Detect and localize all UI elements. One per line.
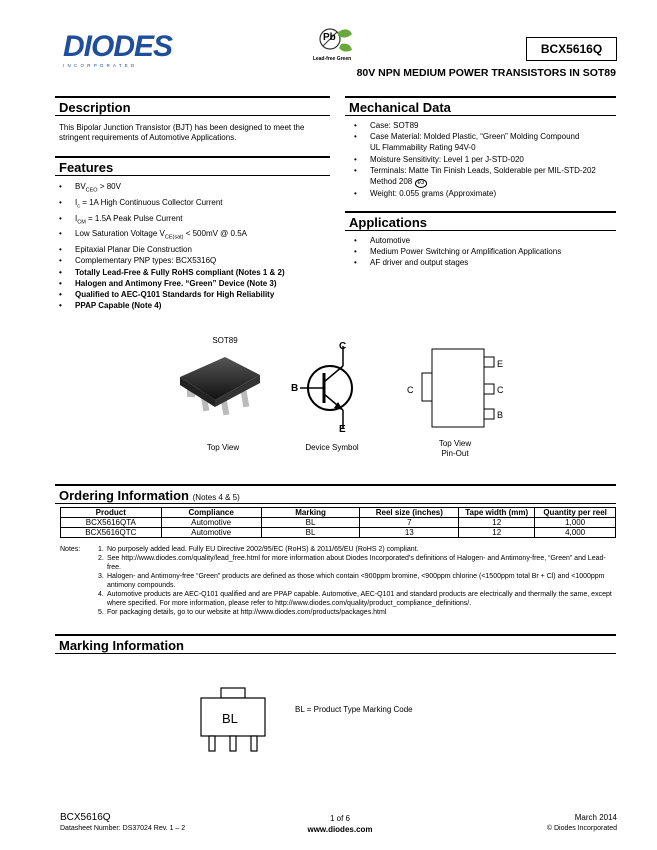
pin-e-label: E — [497, 359, 504, 369]
applications-list — [350, 235, 620, 269]
list-item: • Moisture Sensitivity: Level 1 per J-STD-020 — [350, 154, 620, 165]
list-item: • Medium Power Switching or Amplification Applications — [350, 246, 620, 257]
pb-symbol: Pb — [323, 32, 336, 43]
list-item: • Totally Lead-Free & Fully RoHS compliant (Notes 1 & 2) — [55, 267, 335, 278]
note-item: 2. See http://www.diodes.com/quality/lead_free.html for more information about Diodes Incorporated’s definitions of Halogen- and Antimony-free, “Green” and Lead-free. — [98, 555, 606, 571]
ordering-heading: Ordering Information (Notes 4 & 5) — [55, 484, 616, 504]
symbol-collector-label: C — [339, 341, 347, 352]
pinout-caption: Top View Pin-Out — [438, 439, 472, 458]
note-item: 3. Halogen- and Antimony-free “Green” products are defined as those which contain <900ppm bromine, <900ppm chlorine (<1500ppm total Br + Cl) and <1000ppm antimony compounds. — [98, 573, 605, 589]
logo-subtext: I N C O R P O R A T E D — [63, 63, 136, 68]
pin-c-label: C — [497, 385, 504, 395]
list-item: • $I_c = 1A$ High Continuous Collector Current — [55, 197, 335, 213]
part-number-box: BCX5616Q — [526, 37, 617, 61]
lead-free-label: Lead-free Green — [312, 56, 352, 62]
diodes-logo — [63, 32, 188, 72]
list-item: • Qualified to AEC-Q101 Standards for High Reliability — [55, 289, 335, 300]
note-item: 1. No purposely added lead. Fully EU Directive 2002/95/EC (RoHS) & 2011/65/EU (RoHS 2) compliant. — [98, 546, 419, 553]
mechanical-list — [350, 120, 620, 199]
top-view-caption: Top View — [206, 443, 240, 452]
list-item: • Epitaxial Planar Die Construction — [55, 244, 335, 255]
list-item: • Weight: 0.055 grams (Approximate) — [350, 188, 620, 199]
pinout-diagram — [410, 345, 500, 435]
table-row: BCX5616QTC Automotive BL 13 12 4,000 — [61, 528, 616, 538]
package-label: SOT89 — [212, 336, 238, 345]
list-item: • $I_{CM} = 1.5A$ Peak Pulse Current — [55, 213, 335, 229]
footer-part: BCX5616Q — [60, 812, 111, 823]
mechanical-heading: Mechanical Data — [345, 96, 616, 116]
footer-website[interactable]: www.diodes.com — [307, 825, 373, 834]
e3-symbol: e3 — [415, 179, 428, 188]
description-text: This Bipolar Junction Transistor (BJT) has been designed to meet the stringent requirements of Automotive Applications. — [59, 123, 305, 142]
footer-date: March 2014 — [574, 813, 617, 822]
table-header-row: Product Compliance Marking Reel size (inches) Tape width (mm) Quantity per reel — [61, 508, 616, 518]
table-row: BCX5616QTA Automotive BL 7 12 1,000 — [61, 518, 616, 528]
footer-copyright: © Diodes Incorporated — [546, 825, 617, 832]
device-symbol-caption: Device Symbol — [305, 443, 359, 452]
marking-heading: Marking Information — [55, 634, 616, 654]
list-item: • $BV_{CEO} > 80V$ — [55, 181, 335, 197]
list-item: • PPAP Capable (Note 4) — [55, 300, 335, 311]
logo-text: DIODES — [63, 30, 173, 63]
list-item: • Terminals: Matte Tin Finish Leads, Solderable per MIL-STD-202 Method 208 e3 — [350, 165, 620, 188]
marking-code: BL — [222, 711, 238, 726]
ordering-table — [60, 507, 616, 538]
list-item: • Complementary PNP types: BCX5316Q — [55, 255, 335, 266]
list-item: • AF driver and output stages — [350, 257, 620, 268]
device-symbol-diagram — [288, 338, 368, 438]
list-item: • Halogen and Antimony Free. “Green” Device (Note 3) — [55, 278, 335, 289]
list-item: • Case: SOT89 — [350, 120, 620, 131]
marking-legend: BL = Product Type Marking Code — [295, 705, 413, 714]
footer-page: 1 of 6 — [329, 814, 350, 823]
note-item: 5. For packaging details, go to our website at http://www.diodes.com/products/packages.html — [98, 609, 387, 616]
note-item: 4. Automotive products are AEC-Q101 qualified and are PPAP capable. Automotive, AEC-Q101 and standard products are electrically and thermally the same, except where specified. For more information, please refer to http://www.diodes.com/quality/product_compliance_definitions/. — [98, 591, 612, 607]
pin-b-label: B — [497, 410, 504, 420]
list-item: • Low Saturation Voltage $V_{CE(sat)} < 500mV$ @ 0.5A — [55, 228, 335, 244]
features-heading: Features — [55, 156, 330, 176]
list-item: • Automotive — [350, 235, 620, 246]
symbol-base-label: B — [291, 383, 299, 394]
features-list — [55, 181, 335, 311]
tab-c-label: C — [407, 385, 414, 395]
list-item: • Case Material: Molded Plastic, “Green” Molding Compound UL Flammability Rating 94V-0 — [350, 131, 620, 153]
symbol-emitter-label: E — [339, 424, 346, 435]
page-subtitle: 80V NPN MEDIUM POWER TRANSISTORS IN SOT89 — [356, 67, 616, 79]
footer-ds-number: Datasheet Number: DS37024 Rev. 1 – 2 — [60, 825, 186, 832]
applications-heading: Applications — [345, 211, 616, 231]
notes-list — [98, 545, 616, 617]
description-heading: Description — [55, 96, 330, 116]
sot89-package-image — [170, 345, 270, 420]
notes-label: Notes: — [60, 546, 81, 553]
